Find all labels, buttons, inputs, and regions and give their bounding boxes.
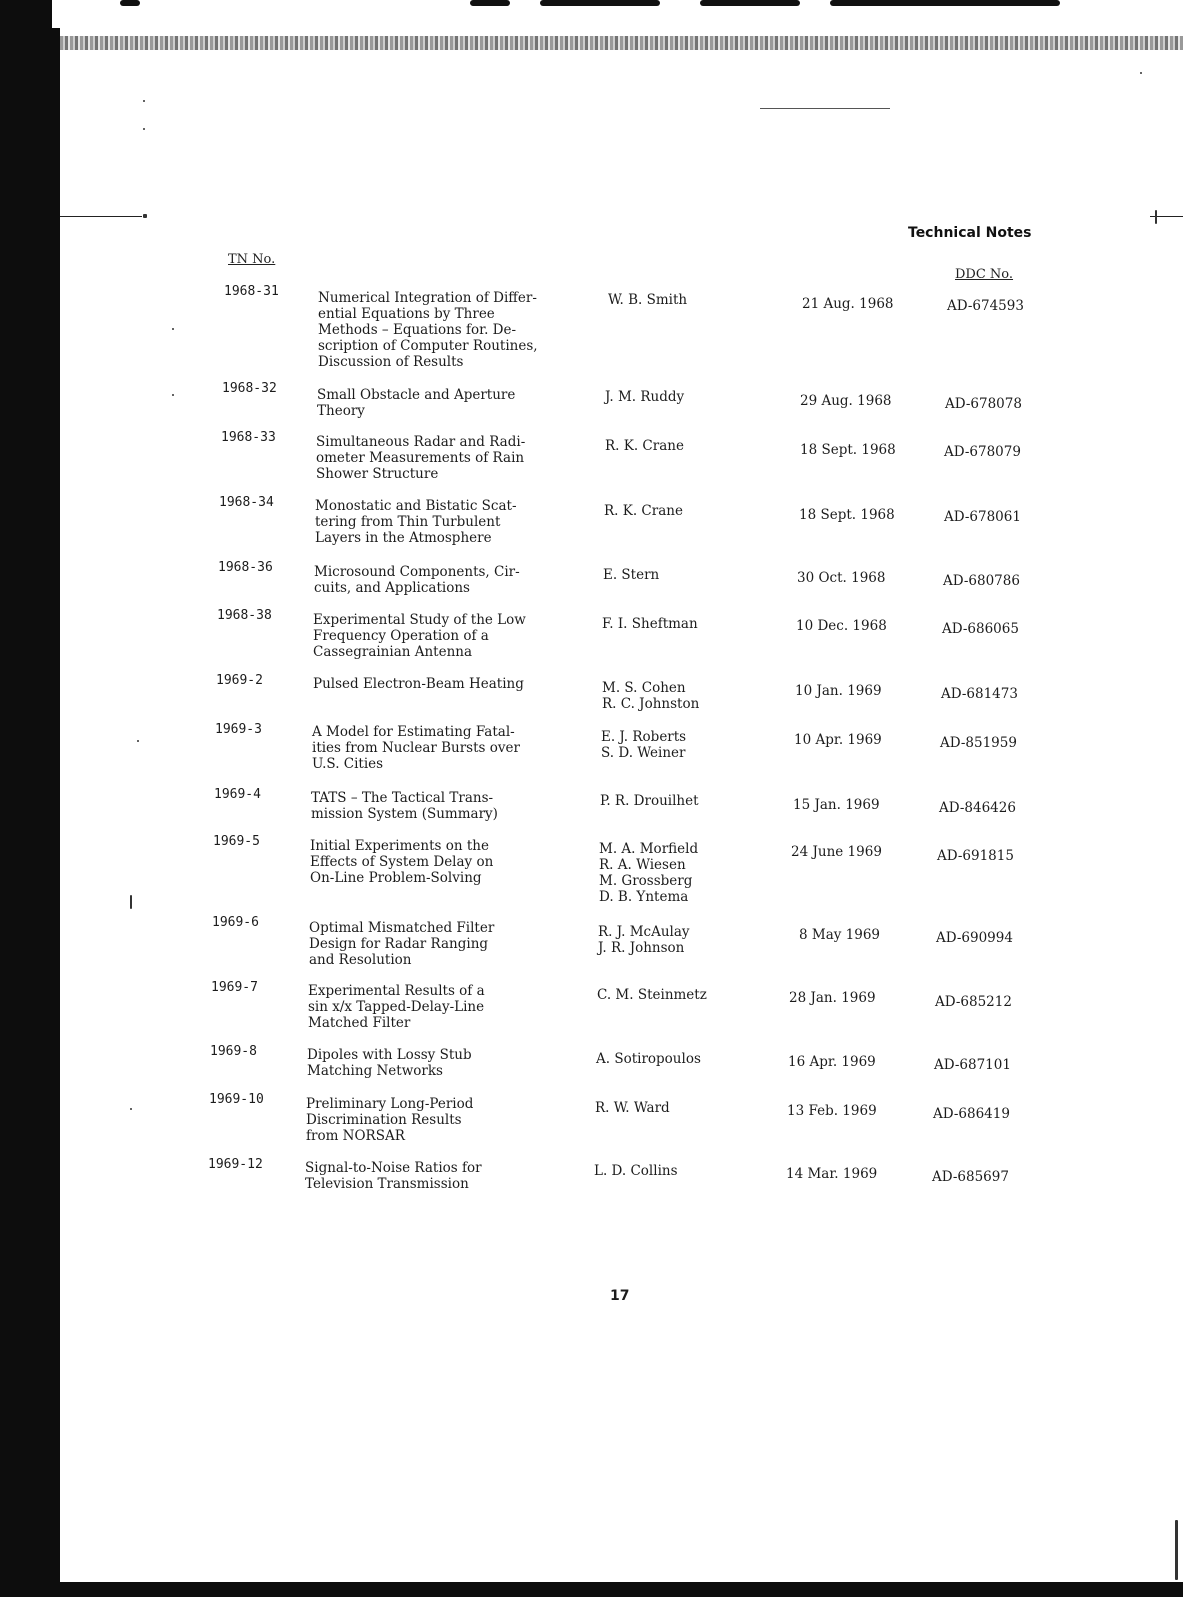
tn-number: 1969-12 (208, 1157, 263, 1172)
report-title: Experimental Results of a sin x/x Tapped-Delay-Line Matched Filter (308, 983, 485, 1031)
ddc-number: AD-685212 (935, 994, 1012, 1010)
report-date: 18 Sept. 1968 (800, 442, 896, 458)
report-authors: M. A. Morfield R. A. Wiesen M. Grossberg D. B. Yntema (599, 841, 699, 905)
scan-speck (143, 100, 145, 102)
scan-speck (143, 128, 145, 130)
scan-speck (137, 740, 139, 742)
tn-number: 1969-2 (216, 673, 263, 688)
report-date: 21 Aug. 1968 (802, 296, 894, 312)
report-date: 15 Jan. 1969 (793, 797, 880, 813)
report-date: 10 Apr. 1969 (794, 732, 882, 748)
scan-top-scrawl (830, 0, 1060, 6)
tn-number: 1968-36 (218, 560, 273, 575)
scan-left-border (0, 0, 60, 1597)
scan-rule (760, 108, 890, 109)
report-authors: M. S. Cohen R. C. Johnston (602, 680, 700, 712)
report-title: Numerical Integration of Differ- ential Equations by Three Methods – Equations for. De- scription of Computer Routines, Discussion of Results (318, 290, 538, 370)
scan-top-band (60, 36, 1183, 50)
ddc-number: AD-686065 (942, 621, 1019, 637)
report-title: Signal-to-Noise Ratios for Television Transmission (305, 1160, 482, 1192)
scan-speck (130, 1108, 132, 1110)
tn-number: 1969-5 (213, 834, 260, 849)
report-date: 13 Feb. 1969 (787, 1103, 877, 1119)
scan-speck (172, 328, 174, 330)
report-title: Simultaneous Radar and Radi- ometer Measurements of Rain Shower Structure (316, 434, 526, 482)
report-title: Monostatic and Bistatic Scat- tering from Thin Turbulent Layers in the Atmosphere (315, 498, 517, 546)
scan-speck (130, 895, 132, 909)
ddc-number: AD-678078 (945, 396, 1022, 412)
scan-left-notch (52, 0, 60, 28)
report-authors: W. B. Smith (608, 292, 688, 308)
ddc-number: AD-681473 (941, 686, 1018, 702)
report-date: 14 Mar. 1969 (786, 1166, 878, 1182)
scan-top-scrawl (470, 0, 510, 6)
tn-number: 1969-6 (212, 915, 259, 930)
scan-top-scrawl (540, 0, 660, 6)
ddc-number: AD-691815 (937, 848, 1014, 864)
ddc-number: AD-680786 (943, 573, 1020, 589)
report-authors: E. Stern (603, 567, 660, 583)
scan-top-scrawl (120, 0, 140, 6)
report-date: 16 Apr. 1969 (788, 1054, 876, 1070)
report-authors: F. I. Sheftman (602, 616, 698, 632)
report-authors: R. K. Crane (605, 438, 684, 454)
scan-top-scrawl (700, 0, 800, 6)
column-header-tn-no: TN No. (228, 252, 276, 267)
ddc-number: AD-851959 (940, 735, 1017, 751)
scan-speck (1140, 72, 1142, 74)
scan-bottom-border (0, 1582, 1183, 1597)
column-header-ddc-no: DDC No. (955, 267, 1014, 282)
report-date: 24 June 1969 (791, 844, 882, 860)
report-title: Preliminary Long-Period Discrimination Results from NORSAR (306, 1096, 474, 1144)
tn-number: 1969-3 (215, 722, 262, 737)
report-title: Experimental Study of the Low Frequency Operation of a Cassegrainian Antenna (313, 612, 526, 660)
report-title: Initial Experiments on the Effects of System Delay on On-Line Problem-Solving (310, 838, 494, 886)
report-title: A Model for Estimating Fatal- ities from Nuclear Bursts over U.S. Cities (312, 724, 520, 772)
report-title: Pulsed Electron-Beam Heating (313, 676, 524, 692)
ddc-number: AD-678079 (944, 444, 1021, 460)
tn-number: 1969-8 (210, 1044, 257, 1059)
report-authors: A. Sotiropoulos (596, 1051, 701, 1067)
ddc-number: AD-846426 (939, 800, 1016, 816)
report-authors: J. M. Ruddy (605, 389, 685, 405)
section-title: Technical Notes (908, 225, 1032, 241)
tn-number: 1969-10 (209, 1092, 264, 1107)
report-authors: R. K. Crane (604, 503, 683, 519)
ddc-number: AD-685697 (932, 1169, 1009, 1185)
tn-number: 1968-31 (224, 284, 279, 299)
report-authors: L. D. Collins (594, 1163, 678, 1179)
report-date: 30 Oct. 1968 (797, 570, 886, 586)
report-authors: C. M. Steinmetz (597, 987, 707, 1003)
tn-number: 1968-34 (219, 495, 274, 510)
ddc-number: AD-686419 (933, 1106, 1010, 1122)
report-title: Dipoles with Lossy Stub Matching Networks (307, 1047, 472, 1079)
ddc-number: AD-674593 (947, 298, 1024, 314)
tn-number: 1969-7 (211, 980, 258, 995)
report-date: 18 Sept. 1968 (799, 507, 895, 523)
scan-speck (172, 394, 174, 396)
ddc-number: AD-690994 (936, 930, 1013, 946)
scan-speck (1175, 1520, 1178, 1580)
report-authors: P. R. Drouilhet (600, 793, 699, 809)
report-authors: R. W. Ward (595, 1100, 670, 1116)
page-number: 17 (610, 1288, 630, 1304)
tn-number: 1968-33 (221, 430, 276, 445)
tn-number: 1969-4 (214, 787, 261, 802)
ddc-number: AD-687101 (934, 1057, 1011, 1073)
report-title: TATS – The Tactical Trans- mission System (Summary) (311, 790, 498, 822)
report-date: 10 Dec. 1968 (796, 618, 887, 634)
scan-speck (1155, 210, 1157, 224)
report-title: Microsound Components, Cir- cuits, and Applications (314, 564, 520, 596)
report-authors: E. J. Roberts S. D. Weiner (601, 729, 687, 761)
tn-number: 1968-38 (217, 608, 272, 623)
scan-speck (143, 214, 147, 218)
report-date: 29 Aug. 1968 (800, 393, 892, 409)
report-title: Small Obstacle and Aperture Theory (317, 387, 516, 419)
report-date: 8 May 1969 (799, 927, 881, 943)
scan-rule (60, 216, 142, 217)
tn-number: 1968-32 (222, 381, 277, 396)
report-date: 28 Jan. 1969 (789, 990, 876, 1006)
report-title: Optimal Mismatched Filter Design for Radar Ranging and Resolution (309, 920, 495, 968)
report-date: 10 Jan. 1969 (795, 683, 882, 699)
ddc-number: AD-678061 (944, 509, 1021, 525)
report-authors: R. J. McAulay J. R. Johnson (598, 924, 690, 956)
